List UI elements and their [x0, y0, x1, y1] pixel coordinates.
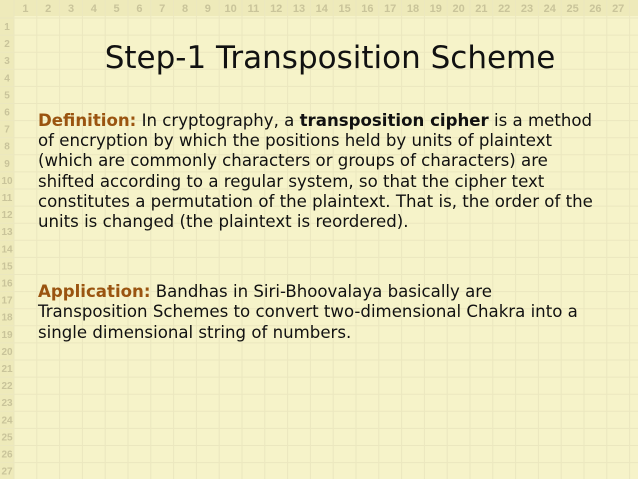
column-header-label: 14: [315, 3, 328, 15]
row-header-label: 8: [4, 141, 10, 153]
row-header-label: 18: [1, 312, 13, 324]
definition-paragraph: [38, 111, 598, 232]
row-header-label: 2: [4, 39, 10, 51]
column-header-label: 10: [224, 3, 237, 15]
row-header-label: 7: [4, 124, 10, 136]
column-header-label: 24: [543, 3, 556, 15]
row-header-label: 1: [4, 22, 10, 33]
row-header-label: 10: [1, 175, 13, 187]
row-header-label: 4: [4, 73, 10, 85]
row-header-label: 22: [1, 381, 13, 393]
definition-text-before: In cryptography, a: [136, 111, 300, 130]
column-header-label: 2: [45, 3, 52, 15]
column-header-label: 25: [566, 3, 579, 15]
row-header-label: 17: [1, 295, 13, 307]
row-header-label: 11: [1, 193, 13, 204]
definition-term: Definition:: [38, 111, 137, 130]
column-header-label: 18: [406, 3, 420, 15]
column-header-label: 4: [90, 3, 97, 15]
application-text: Bandhas in Siri-Bhoovalaya basically are Transposition Schemes to convert two-dimensional Chakra into a single dimensional string of numbers.: [38, 282, 578, 342]
row-header-label: 15: [1, 261, 13, 273]
slide-title: Step-1 Transposition Scheme: [104, 40, 556, 76]
column-header-label: 21: [475, 3, 488, 15]
row-header-label: 12: [1, 210, 13, 222]
column-header-label: 9: [204, 3, 211, 15]
column-header-label: 22: [498, 3, 511, 15]
row-header-label: 5: [4, 90, 10, 102]
column-header-label: 3: [67, 3, 75, 15]
row-header-label: 26: [1, 449, 13, 461]
definition-text-after: is a method of encryption by which the positions held by units of plaintext (which are commonly characters or groups of characters) are shifted according to a regular system, so that the cipher text constitutes a permutation of the plaintext. That is, the order of the units is changed (the plaintext is reordered).: [38, 111, 593, 232]
column-header-label: 1: [22, 3, 29, 15]
row-header-label: 16: [1, 278, 13, 290]
column-header-label: 15: [338, 3, 351, 15]
column-header-label: 7: [159, 3, 166, 15]
column-header-label: 19: [429, 3, 442, 15]
column-header-label: 26: [589, 3, 602, 15]
row-header-label: 13: [1, 227, 13, 239]
column-header-label: 6: [136, 3, 143, 15]
row-header-label: 27: [1, 466, 13, 478]
column-header-label: 27: [612, 3, 625, 15]
row-header-label: 6: [4, 107, 10, 119]
column-header-label: 12: [270, 3, 283, 15]
column-header-label: 20: [452, 3, 465, 15]
column-header-label: 23: [520, 3, 534, 15]
row-header-label: 23: [1, 398, 13, 410]
column-header-label: 17: [384, 3, 397, 15]
row-header-label: 3: [4, 56, 10, 68]
slide-body: [38, 111, 598, 343]
row-header-label: 19: [1, 329, 13, 341]
row-header-label: 24: [1, 415, 13, 427]
column-header-label: 11: [247, 3, 260, 15]
application-term: Application:: [38, 282, 151, 302]
application-paragraph: [38, 282, 598, 343]
column-header-label: 13: [292, 3, 306, 15]
column-header-label: 8: [181, 3, 189, 15]
row-header-label: 9: [4, 158, 10, 170]
row-header-label: 21: [1, 364, 13, 375]
column-header-label: 16: [361, 3, 374, 15]
row-header-label: 14: [1, 244, 13, 256]
row-header-label: 25: [1, 432, 13, 444]
row-header-label: 20: [1, 346, 13, 358]
column-header-label: 5: [113, 3, 120, 15]
definition-bold-term: transposition cipher: [299, 111, 489, 130]
